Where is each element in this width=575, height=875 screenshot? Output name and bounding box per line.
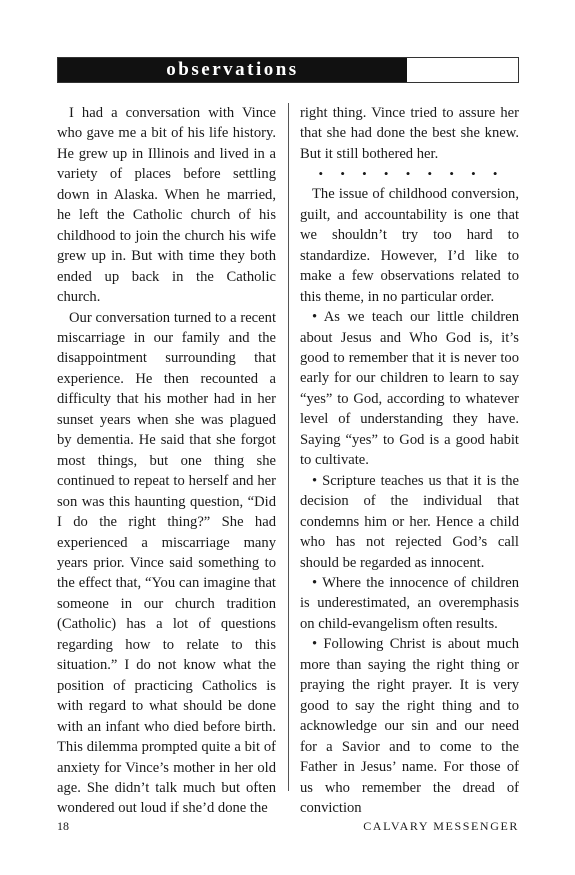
publication-name: CALVARY MESSENGER xyxy=(363,819,519,833)
section-header-bar xyxy=(57,57,519,83)
section-title: observations xyxy=(166,59,299,80)
section-break-dots: • • • • • • • • • xyxy=(318,166,505,182)
page-number: 18 xyxy=(57,819,69,833)
right-column xyxy=(300,103,519,818)
paragraph: I had a conversation with Vince who gave me a bit of his life history. He grew up in Illinois and lived in a variety of places before settling down in Alaska. When he married, he left the Catholic church of his childhood to join the church his wife grew up in. But with time they both ended up back in the Catholic church. xyxy=(57,105,276,306)
bullet-paragraph: • Where the innocence of children is underestimated, an overemphasis on child-evangelism often results. xyxy=(300,574,519,632)
bullet-paragraph: • Following Christ is about much more than saying the right thing or praying the right prayer. It is very good to say the right thing and to acknowledge our sin and our need for a Savior and to come to the Father in Jesus’ name. For those of us who remember the dread of conviction xyxy=(300,636,519,816)
paragraph: The issue of childhood conversion, guilt, and accountability is one that we shouldn’t try too hard to standardize. However, I’d like to make a few observations related to this theme, in no particular order. xyxy=(300,186,519,305)
paragraph: Our conversation turned to a recent miscarriage in our family and the disappointment surrounding that experience. He then recounted a difficulty that his mother had in her sunset years when she was plagued by dementia. He said that she forgot most things, but one thing she continued to repeat to herself and her son was this haunting question, “Did I do the right thing?” She had experienced a miscarriage many years prior. Vince said something to the effect that, “You can imagine that someone in our church tradition (Catholic) has a lot of questions regarding how to relate to this situation.” I do not know what the position of practicing Catholics is with regard to what should be done with an infant who died before birth. This dilemma prompted quite a bit of anxiety for Vince’s mother in her old age. She didn’t talk much but often wondered out loud if she’d done the xyxy=(57,309,276,817)
column-divider xyxy=(288,103,289,791)
left-column xyxy=(57,103,276,819)
bullet-paragraph: • Scripture teaches us that it is the decision of the individual that condemns him or her. Hence a child who has not rejected God’s call should be regarded as innocent. xyxy=(300,472,519,571)
paragraph-continued: right thing. Vince tried to assure her that she had done the best she knew. But it still bothered her. xyxy=(300,105,519,162)
bullet-paragraph: • As we teach our little children about Jesus and Who God is, it’s good to remember that it is never too early for our children to learn to say “yes” to God, according to whatever level of understanding they have. Saying “yes” to God is a good habit to cultivate. xyxy=(300,309,519,469)
